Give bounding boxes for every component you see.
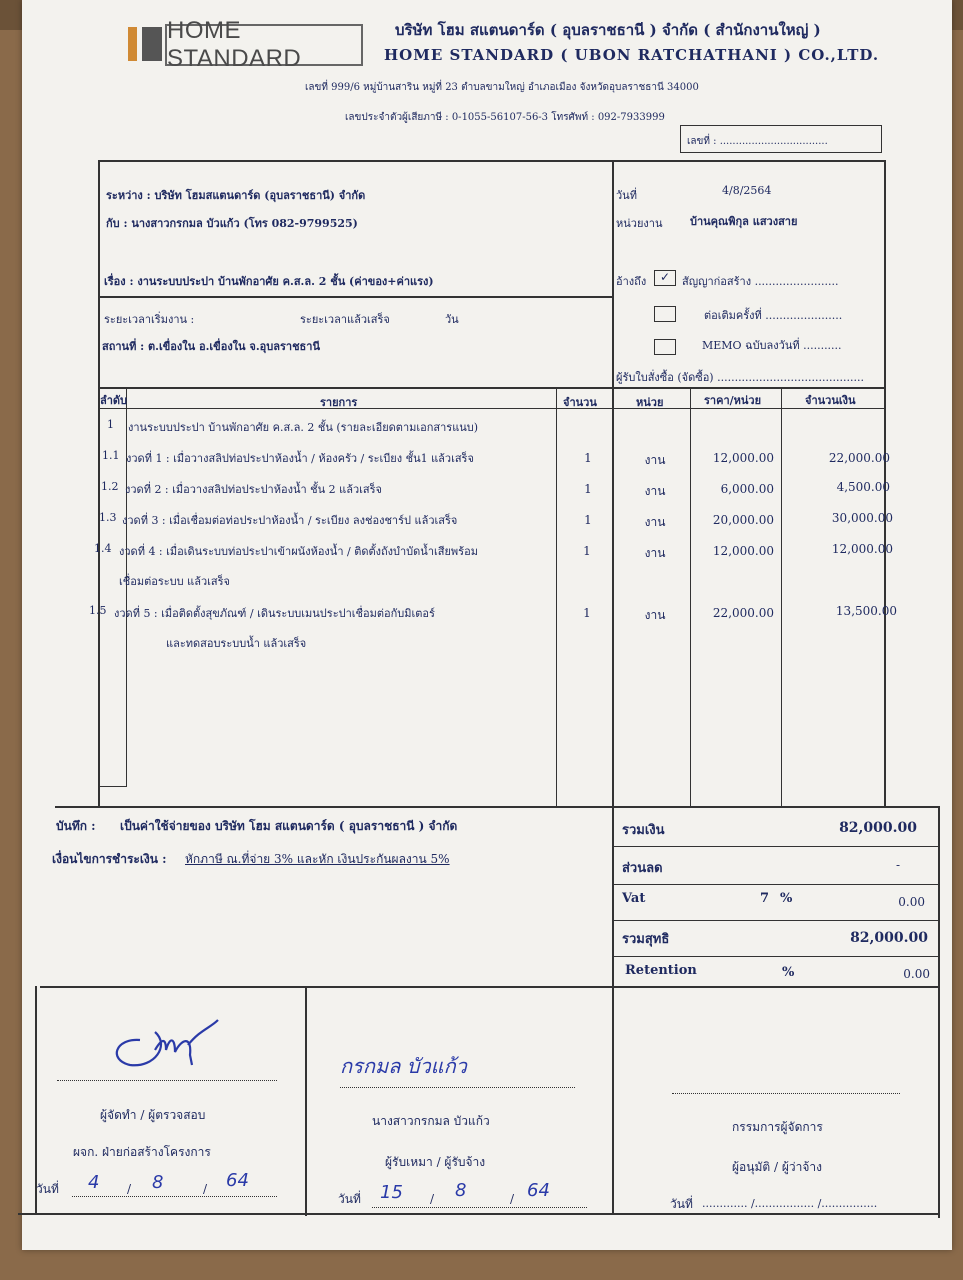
row-desc: งวดที่ 5 : เมื่อติดตั้งสุขภัณฑ์ / เดินระบบเมนประปาเชื่อมต่อกับมิเตอร์ — [114, 607, 435, 620]
signer1-date-label: วันที่ — [36, 1182, 59, 1196]
sign-frame-bottom — [18, 1213, 940, 1215]
signer1-date-line — [72, 1196, 277, 1197]
row-amount: 12,000.00 — [831, 542, 893, 556]
row-amount: 30,000.00 — [831, 511, 893, 525]
sign-line-3 — [672, 1093, 900, 1094]
row-unit: งาน — [644, 453, 666, 467]
notes-bottom-line — [40, 986, 939, 988]
company-name-en: HOME STANDARD ( UBON RATCHATHANI ) CO.,LTD. — [384, 46, 880, 64]
col-line-3 — [690, 387, 691, 807]
company-logo — [165, 17, 363, 72]
sign-line-1 — [57, 1080, 277, 1081]
ref-contract-checkbox[interactable] — [654, 270, 676, 286]
ref-extension-checkbox[interactable] — [654, 306, 676, 322]
signer1-month: 8 — [152, 1172, 164, 1193]
row-desc: งวดที่ 1 : เมื่อวางสลิปท่อประปาห้องน้ำ / ห้องครัว / ระเบียง ชั้น1 แล้วเสร็จ — [126, 452, 474, 465]
ref-memo-text: MEMO ฉบับลงวันที่ ........... — [702, 339, 842, 352]
logo-mark — [128, 27, 137, 61]
col1-bottom — [98, 786, 127, 787]
row-qty: 1 — [583, 606, 591, 620]
row-no: 1.2 — [101, 480, 119, 493]
th-price: ราคา/หน่วย — [704, 394, 762, 407]
totals-row-line-4 — [612, 956, 938, 957]
sign-line-2 — [340, 1087, 575, 1088]
signer3-role: กรรมการผู้จัดการ — [732, 1120, 823, 1134]
row-desc-cont: และทดสอบระบบน้ำ แล้วเสร็จ — [166, 637, 307, 650]
th-unit: หน่วย — [636, 396, 664, 409]
th-qty: จำนวน — [563, 396, 597, 409]
th-amount: จำนวนเงิน — [805, 394, 856, 407]
table-header-bottom — [98, 408, 884, 409]
signer1-title: ผจก. ฝ่ายก่อสร้างโครงการ — [73, 1145, 211, 1159]
date-value: 4/8/2564 — [722, 184, 772, 197]
row-no: 1.5 — [89, 604, 107, 617]
vat-value: 0.00 — [898, 895, 925, 909]
logo-text: HOME STANDARD — [167, 17, 302, 72]
date-slash: / — [430, 1192, 435, 1206]
vat-percent: % — [780, 891, 793, 906]
row-amount: 22,000.00 — [828, 451, 890, 465]
row-price: 6,000.00 — [720, 482, 774, 496]
row-amount: 4,500.00 — [836, 480, 890, 494]
date-slash: / — [510, 1192, 515, 1206]
signer3-date-label: วันที่ — [670, 1197, 693, 1211]
retention-percent: % — [782, 965, 795, 980]
start-label: ระยะเวลาเริ่มงาน : — [104, 313, 195, 326]
date-slash: / — [127, 1182, 132, 1196]
ref-label: อ้างถึง — [616, 275, 647, 288]
check-icon: ✓ — [659, 270, 671, 284]
signer2-name: นางสาวกรกมล บัวแก้ว — [372, 1114, 490, 1128]
totals-right — [938, 806, 940, 991]
row-desc-cont: เชื่อมต่อระบบ แล้วเสร็จ — [119, 575, 230, 588]
frame-left-upper — [98, 160, 100, 808]
col-line-2 — [556, 387, 557, 807]
finish-label: ระยะเวลาแล้วเสร็จ — [300, 313, 390, 326]
row-qty: 1 — [584, 451, 592, 465]
discount-value: - — [895, 858, 900, 872]
date-slash: / — [203, 1182, 208, 1196]
row-no: 1 — [107, 418, 114, 431]
signer2-day: 15 — [380, 1182, 403, 1203]
row-desc: งวดที่ 4 : เมื่อเดินระบบท่อประปาเข้าผนังห้องน้ำ / ติดตั้งถังบำบัดน้ำเสียพร้อม — [119, 545, 478, 558]
row-no: 1.1 — [102, 449, 120, 462]
table-top — [98, 387, 884, 389]
signer2-handwritten-name: กรกมล บัวแก้ว — [340, 1054, 467, 1078]
row-qty: 1 — [584, 482, 592, 496]
row-no: 1.4 — [94, 542, 112, 555]
unit-label: หน่วยงาน — [616, 217, 663, 230]
between-text: ระหว่าง : บริษัท โฮมสแตนดาร์ด (อุบลราชธานี) จำกัด — [106, 189, 366, 202]
row-unit: งาน — [644, 515, 666, 529]
signer3-date-line: ............. /................. /................ — [702, 1197, 878, 1210]
signer2-date-line — [372, 1207, 587, 1208]
place-text: สถานที่ : ต.เขื่องใน อ.เขื่องใน จ.อุบลราชธานี — [102, 340, 320, 353]
signer2-year: 64 — [527, 1180, 550, 1201]
sign-divider-1 — [305, 986, 307, 1216]
row-price: 22,000.00 — [712, 606, 774, 620]
logo-mark-dark — [142, 27, 162, 61]
memo-text: เป็นค่าใช้จ่ายของ บริษัท โฮม สแตนดาร์ด ( อุบลราชธานี ) จำกัด — [120, 819, 458, 833]
company-address: เลขที่ 999/6 หมู่บ้านสาริน หมู่ที่ 23 ตำบลขามใหญ่ อำเภอเมือง จังหวัดอุบลราชธานี 34000 — [305, 82, 699, 93]
ref-contract-text: สัญญาก่อสร้าง ........................ — [682, 275, 839, 288]
subject-text: เรื่อง : งานระบบประปา บ้านพักอาศัย ค.ส.ล. 2 ชั้น (ค่าของ+ค่าแรง) — [104, 275, 434, 288]
sum-value: 82,000.00 — [839, 820, 917, 836]
th-no: ลำดับ — [100, 394, 128, 407]
row-desc: งวดที่ 3 : เมื่อเชื่อมต่อท่อประปาห้องน้ำ / ระเบียง ลงช่องชาร์ป แล้วเสร็จ — [122, 514, 458, 527]
ref-memo-checkbox[interactable] — [654, 339, 676, 355]
vat-rate: 7 — [760, 891, 770, 906]
signer2-date-label: วันที่ — [338, 1192, 361, 1206]
signer3-title: ผู้อนุมัติ / ผู้ว่าจ้าง — [732, 1160, 822, 1174]
row-price: 12,000.00 — [712, 451, 774, 465]
frame-right-upper — [884, 160, 886, 388]
totals-row-line-2 — [612, 884, 938, 885]
doc-number-label: เลขที่ : .................................. — [687, 136, 828, 147]
frame-top — [98, 160, 884, 162]
with-text: กับ : นางสาวกรกมล บัวแก้ว (โทร 082-9799525) — [106, 217, 358, 230]
row-unit: งาน — [644, 484, 666, 498]
net-label: รวมสุทธิ — [622, 932, 670, 947]
signer1-day: 4 — [88, 1172, 100, 1193]
company-tax-phone: เลขประจำตัวผู้เสียภาษี : 0-1055-56107-56-3 โทรศัพท์ : 092-7933999 — [345, 112, 665, 123]
row-no: 1.3 — [99, 511, 117, 524]
totals-row-line-3 — [612, 920, 938, 921]
signer1-role: ผู้จัดทำ / ผู้ตรวจสอบ — [100, 1108, 206, 1122]
frame-divider-right — [612, 160, 614, 1215]
company-name-th: บริษัท โฮม สแตนดาร์ด ( อุบลราชธานี ) จำกัด ( สำนักงานใหญ่ ) — [395, 21, 821, 39]
signer2-month: 8 — [455, 1180, 467, 1201]
row-unit: งาน — [644, 546, 666, 560]
discount-label: ส่วนลด — [622, 861, 663, 876]
sum-label: รวมเงิน — [622, 823, 665, 838]
doc-number-box[interactable] — [680, 125, 882, 153]
table-right — [884, 387, 886, 807]
retention-value: 0.00 — [903, 967, 930, 981]
po-text: ผู้รับใบสั่งซื้อ (จัดซื้อ) .......................................... — [616, 371, 864, 384]
memo-label: บันทึก : — [56, 819, 96, 833]
net-value: 82,000.00 — [850, 930, 928, 946]
date-label: วันที่ — [616, 189, 637, 202]
retention-label: Retention — [625, 963, 697, 978]
frame-subject-line — [98, 296, 613, 298]
row-unit: งาน — [644, 608, 666, 622]
notes-top-line — [55, 806, 939, 808]
row-desc: งานระบบประปา บ้านพักอาศัย ค.ส.ล. 2 ชั้น (รายละเอียดตามเอกสารแนบ) — [128, 421, 479, 434]
row-price: 12,000.00 — [712, 544, 774, 558]
terms-text: หักภาษี ณ.ที่จ่าย 3% และหัก เงินประกันผลงาน 5% — [185, 852, 450, 866]
terms-label: เงื่อนไขการชำระเงิน : — [52, 852, 167, 866]
unit-value: บ้านคุณพิกุล แสวงสาย — [690, 215, 798, 228]
signer2-role: ผู้รับเหมา / ผู้รับจ้าง — [385, 1155, 486, 1169]
row-desc: งวดที่ 2 : เมื่อวางสลิปท่อประปาห้องน้ำ ชั้น 2 แล้วเสร็จ — [125, 483, 382, 496]
col-line-4 — [781, 387, 782, 807]
totals-row-line-1 — [612, 846, 938, 847]
row-amount: 13,500.00 — [835, 604, 897, 618]
signer1-year: 64 — [226, 1170, 249, 1191]
ref-extension-text: ต่อเติมครั้งที่ ...................... — [704, 309, 843, 322]
signature-drawing — [100, 1010, 220, 1070]
row-price: 20,000.00 — [712, 513, 774, 527]
th-desc: รายการ — [320, 396, 358, 409]
row-qty: 1 — [583, 544, 591, 558]
sign-frame-right — [938, 986, 940, 1218]
days-label: วัน — [445, 313, 459, 326]
row-qty: 1 — [584, 513, 592, 527]
vat-label: Vat — [622, 891, 646, 906]
